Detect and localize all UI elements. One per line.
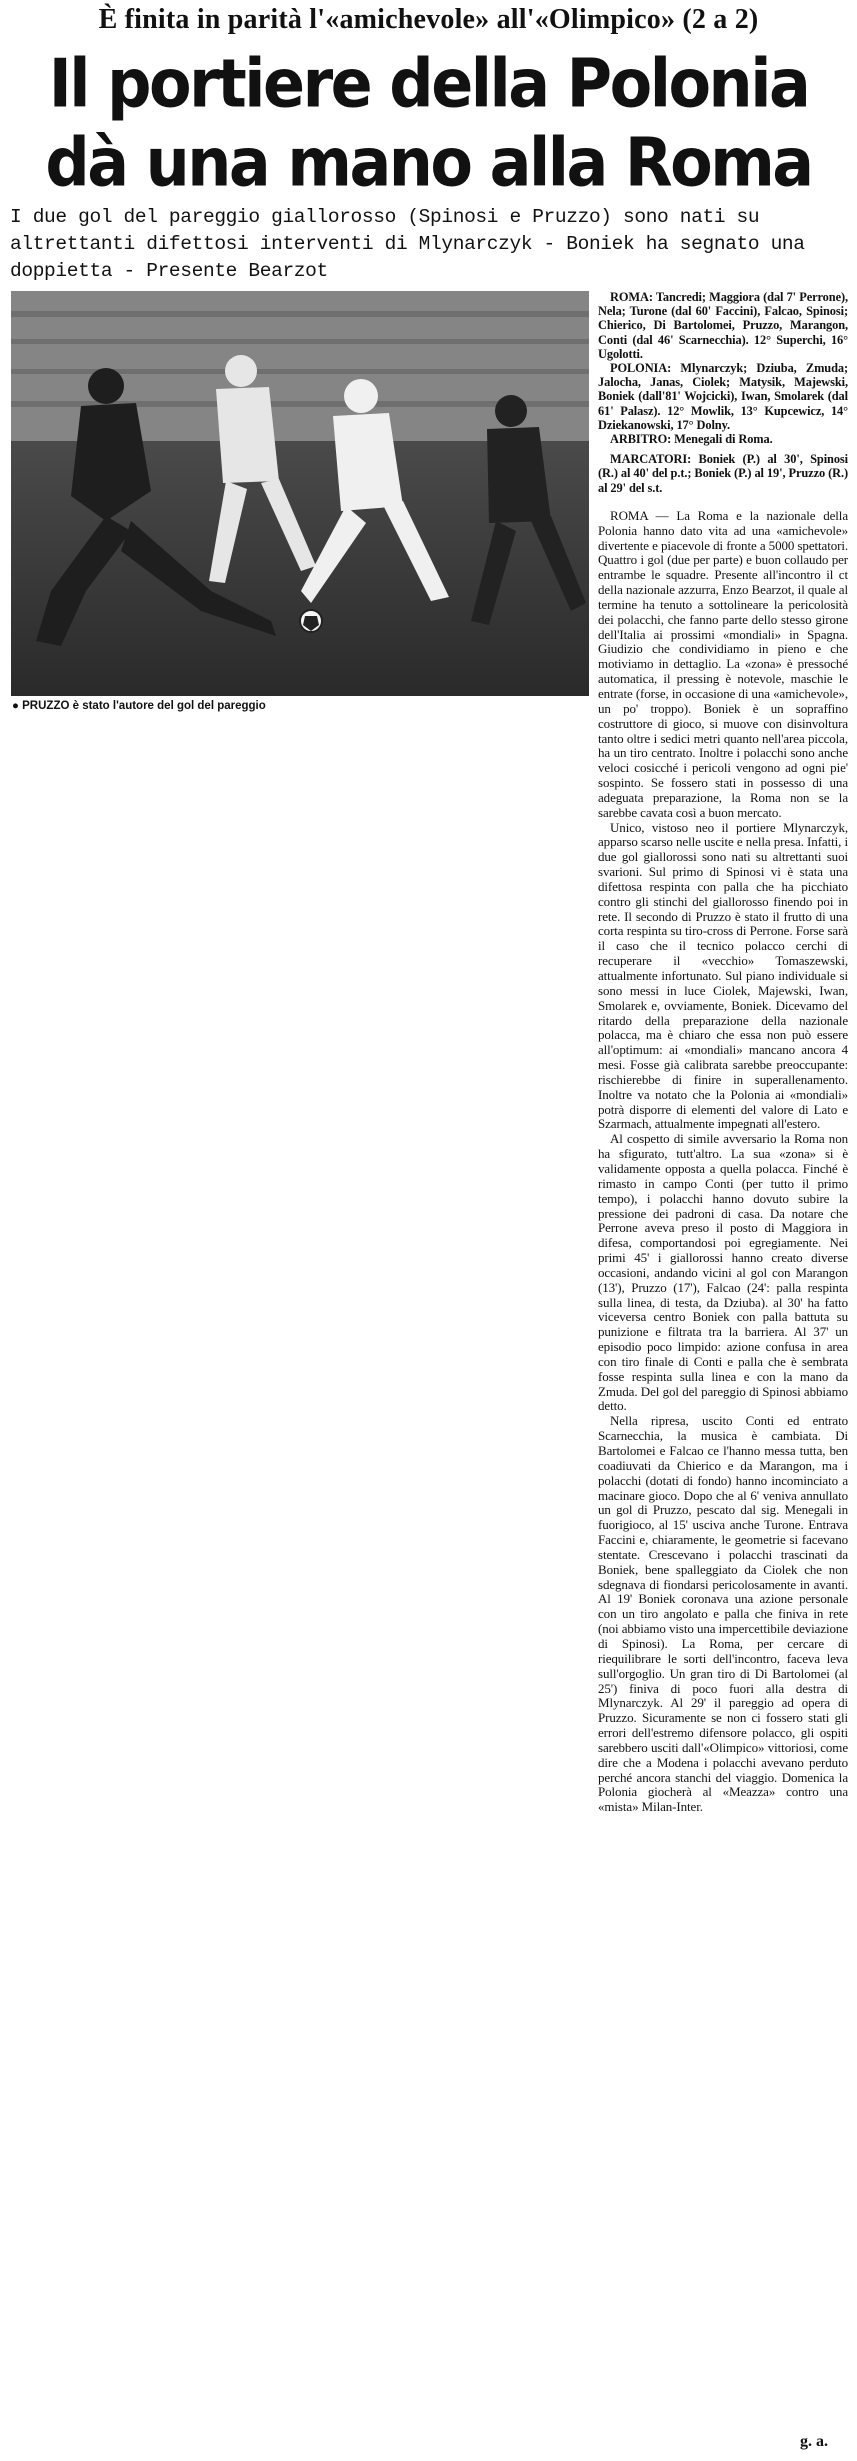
article-paragraph: ROMA — La Roma e la nazionale della Polonia hanno dato vita ad una «amichevole» divertente e piacevole di fronte a 5000 spettatori. Quattro i gol (due per parte) e buon collaudo per entrambe le squadre. Presente all'incontro il ct della nazionale azzurra, Enzo Bearzot, il quale al termine ha tenuto a sottolineare la pericolosità dei polacchi, che fanno parte dello stesso girone dell'Italia ai prossimi «mondiali» in Spagna. Giudizio che condividiamo in pieno e che motiviamo in dettaglio. La «zona» è pressoché automatica, il pressing è notevole, maschie le entrate (forse, in occasione di una «amichevole», un po' troppo). Boniek è un sopraffino costruttore di gioco, si muove con disinvoltura tanto oltre i sedici metri quanto nell'area piccola, ha un tiro centrato. Inoltre i polacchi sono anche veloci cosicché i pericoli vengono ad ogni pie' sospinto. Se fossero stati in possesso di una adeguata preparazione, la Roma non se la sarebbe cavata così a buon mercato. — [598, 507, 848, 820]
article-paragraph: Al cospetto di simile avversario la Roma non ha sfigurato, tutt'altro. La sua «zona» si è validamente opposta a quella polacca. Finché è rimasto in campo Conti (per tutto il primo tempo), i polacchi hanno dovuto subire la pressione dei padroni di casa. Da notare che Perrone aveva preso il posto di Maggiora in difesa, comportandosi poi egregiamente. Nei primi 45' i giallorossi hanno creato diverse occasioni, andando vicini al gol con Marangon (13'), Pruzzo (17'), Falcao (24': palla respinta sulla linea, di testa, da Dziuba). al 30' ha fatto viceversa centro Boniek con palla battuta su punizione e filtrata tra la barriera. Al 37' un episodio poco limpido: azione confusa in area con tiro finale di Conti e palla che è sembrata fosse respinta sulla linea e con la mano da Zmuda. Del gol del pareggio di Spinosi abbiamo detto. — [598, 1131, 848, 1414]
headline-line-1: Il portiere della Polonia — [48, 44, 809, 123]
headline — [0, 44, 857, 202]
author-signature: g. a. — [800, 2433, 828, 2450]
article-column — [598, 290, 848, 1815]
match-photo-illustration — [11, 291, 589, 696]
lineup-roma: ROMA: Tancredi; Maggiora (dal 7' Perrone), Nela; Turone (dal 60' Faccini), Falcao, Spinosi; Chierico, Di Bartolomei, Pruzzo, Marangon, Conti (dal 46' Scarnecchia). 12° Superchi, 16° Ugolotti. — [598, 290, 848, 361]
lineups — [598, 290, 848, 495]
kicker: È finita in parità l'«amichevole» all'«Olimpico» (2 a 2) — [98, 4, 759, 35]
match-photo — [11, 291, 589, 696]
article-paragraph: Unico, vistoso neo il portiere Mlynarczyk, apparso scarso nelle uscite e nella presa. Infatti, i due gol giallorossi sono nati su altrettanti suoi svarioni. Sul primo di Spinosi vi è stata una difettosa respinta con palla che ha picchiato contro gli stinchi del giallorosso finendo poi in rete. Il secondo di Pruzzo è stato il frutto di una corta respinta su tiro-cross di Perrone. Forse sarà il caso che il tecnico polacco cerchi di recuperare il «vecchio» Tomaszewski, attualmente infortunato. Sul piano individuale si sono messi in luce Ciolek, Majewski, Iwan, Smolarek e, ovviamente, Boniek. Dicevamo del ritardo della preparazione della nazionale polacca, ma è chiaro che essa non può essere all'optimum: ai «mondiali» mancano ancora 4 mesi. Fosse già calibrata sarebbe preoccupante: rischierebbe di finire in superallenamento. Inoltre va notato che la Polonia ai «mondiali» potrà disporre di elementi del valore di Lato e Szarmach, attualmente impegnati all'estero. — [598, 819, 848, 1132]
article-paragraph: Nella ripresa, uscito Conti ed entrato Scarnecchia, la musica è cambiata. Di Bartolomei e Falcao ce l'hanno messa tutta, ben coadiuvati da Chierico e da Marangon, ma i polacchi (dotati di fondo) hanno incominciato a macinare gioco. Dopo che al 6' veniva annullato un gol di Pruzzo, pescato dal sig. Menegali in fuorigioco, al 15' usciva anche Turone. Entrava Faccini e, chiaramente, le geometrie si facevano stentate. Crescevano i polacchi trascinati da Boniek, bene spalleggiato da Ciolek che non sdegnava di fiondarsi pericolosamente in avanti. Al 19' Boniek coronava una azione personale con un tiro angolato e palla che finiva in rete (noi abbiamo visto una impercettibile deviazione di Spinosi). La Roma, per cercare di riequilibrare le sorti dell'incontro, faceva leva sull'orgoglio. Un gran tiro di Di Bartolomei (al 25') finiva di poco fuori alla destra di Mlynarczyk. Al 29' il pareggio ad opera di Pruzzo. Sicuramente se non ci fossero stati gli errori dell'estremo difensore polacco, gli ospiti sarebbero usciti dall'«Olimpico» vittoriosi, come dire che a Modena i polacchi avevano perduto perché ancora stanchi del viaggio. Domenica la Polonia giocherà al «Meazza» contro una «mista» Milan-Inter. — [598, 1413, 848, 1815]
referee: ARBITRO: Menegali di Roma. — [610, 432, 773, 447]
article-body — [598, 509, 848, 1815]
lineup-polonia: POLONIA: Mlynarczyk; Dziuba, Zmuda; Jalocha, Janas, Ciolek; Matysik, Majewski, Boniek (dall'81' Wojcicki), Iwan, Smolarek (dal 61' Palasz). 12° Mowlik, 13° Kupcewicz, 14° Dziekanowski, 17° Dolny. — [598, 361, 848, 432]
headline-line-2: dà una mano alla Roma — [45, 122, 812, 202]
subheadline: I due gol del pareggio giallorosso (Spinosi e Pruzzo) sono nati su altrettanti difettosi interventi di Mlynarczyk - Boniek ha segnato una doppietta - Presente Bearzot — [10, 206, 805, 282]
photo-caption: ● PRUZZO è stato l'autore del gol del pareggio — [12, 700, 266, 712]
scorers: MARCATORI: Boniek (P.) al 30', Spinosi (R.) al 40' del p.t.; Boniek (P.) al 19', Pruzzo (R.) al 29' del s.t. — [598, 452, 848, 495]
